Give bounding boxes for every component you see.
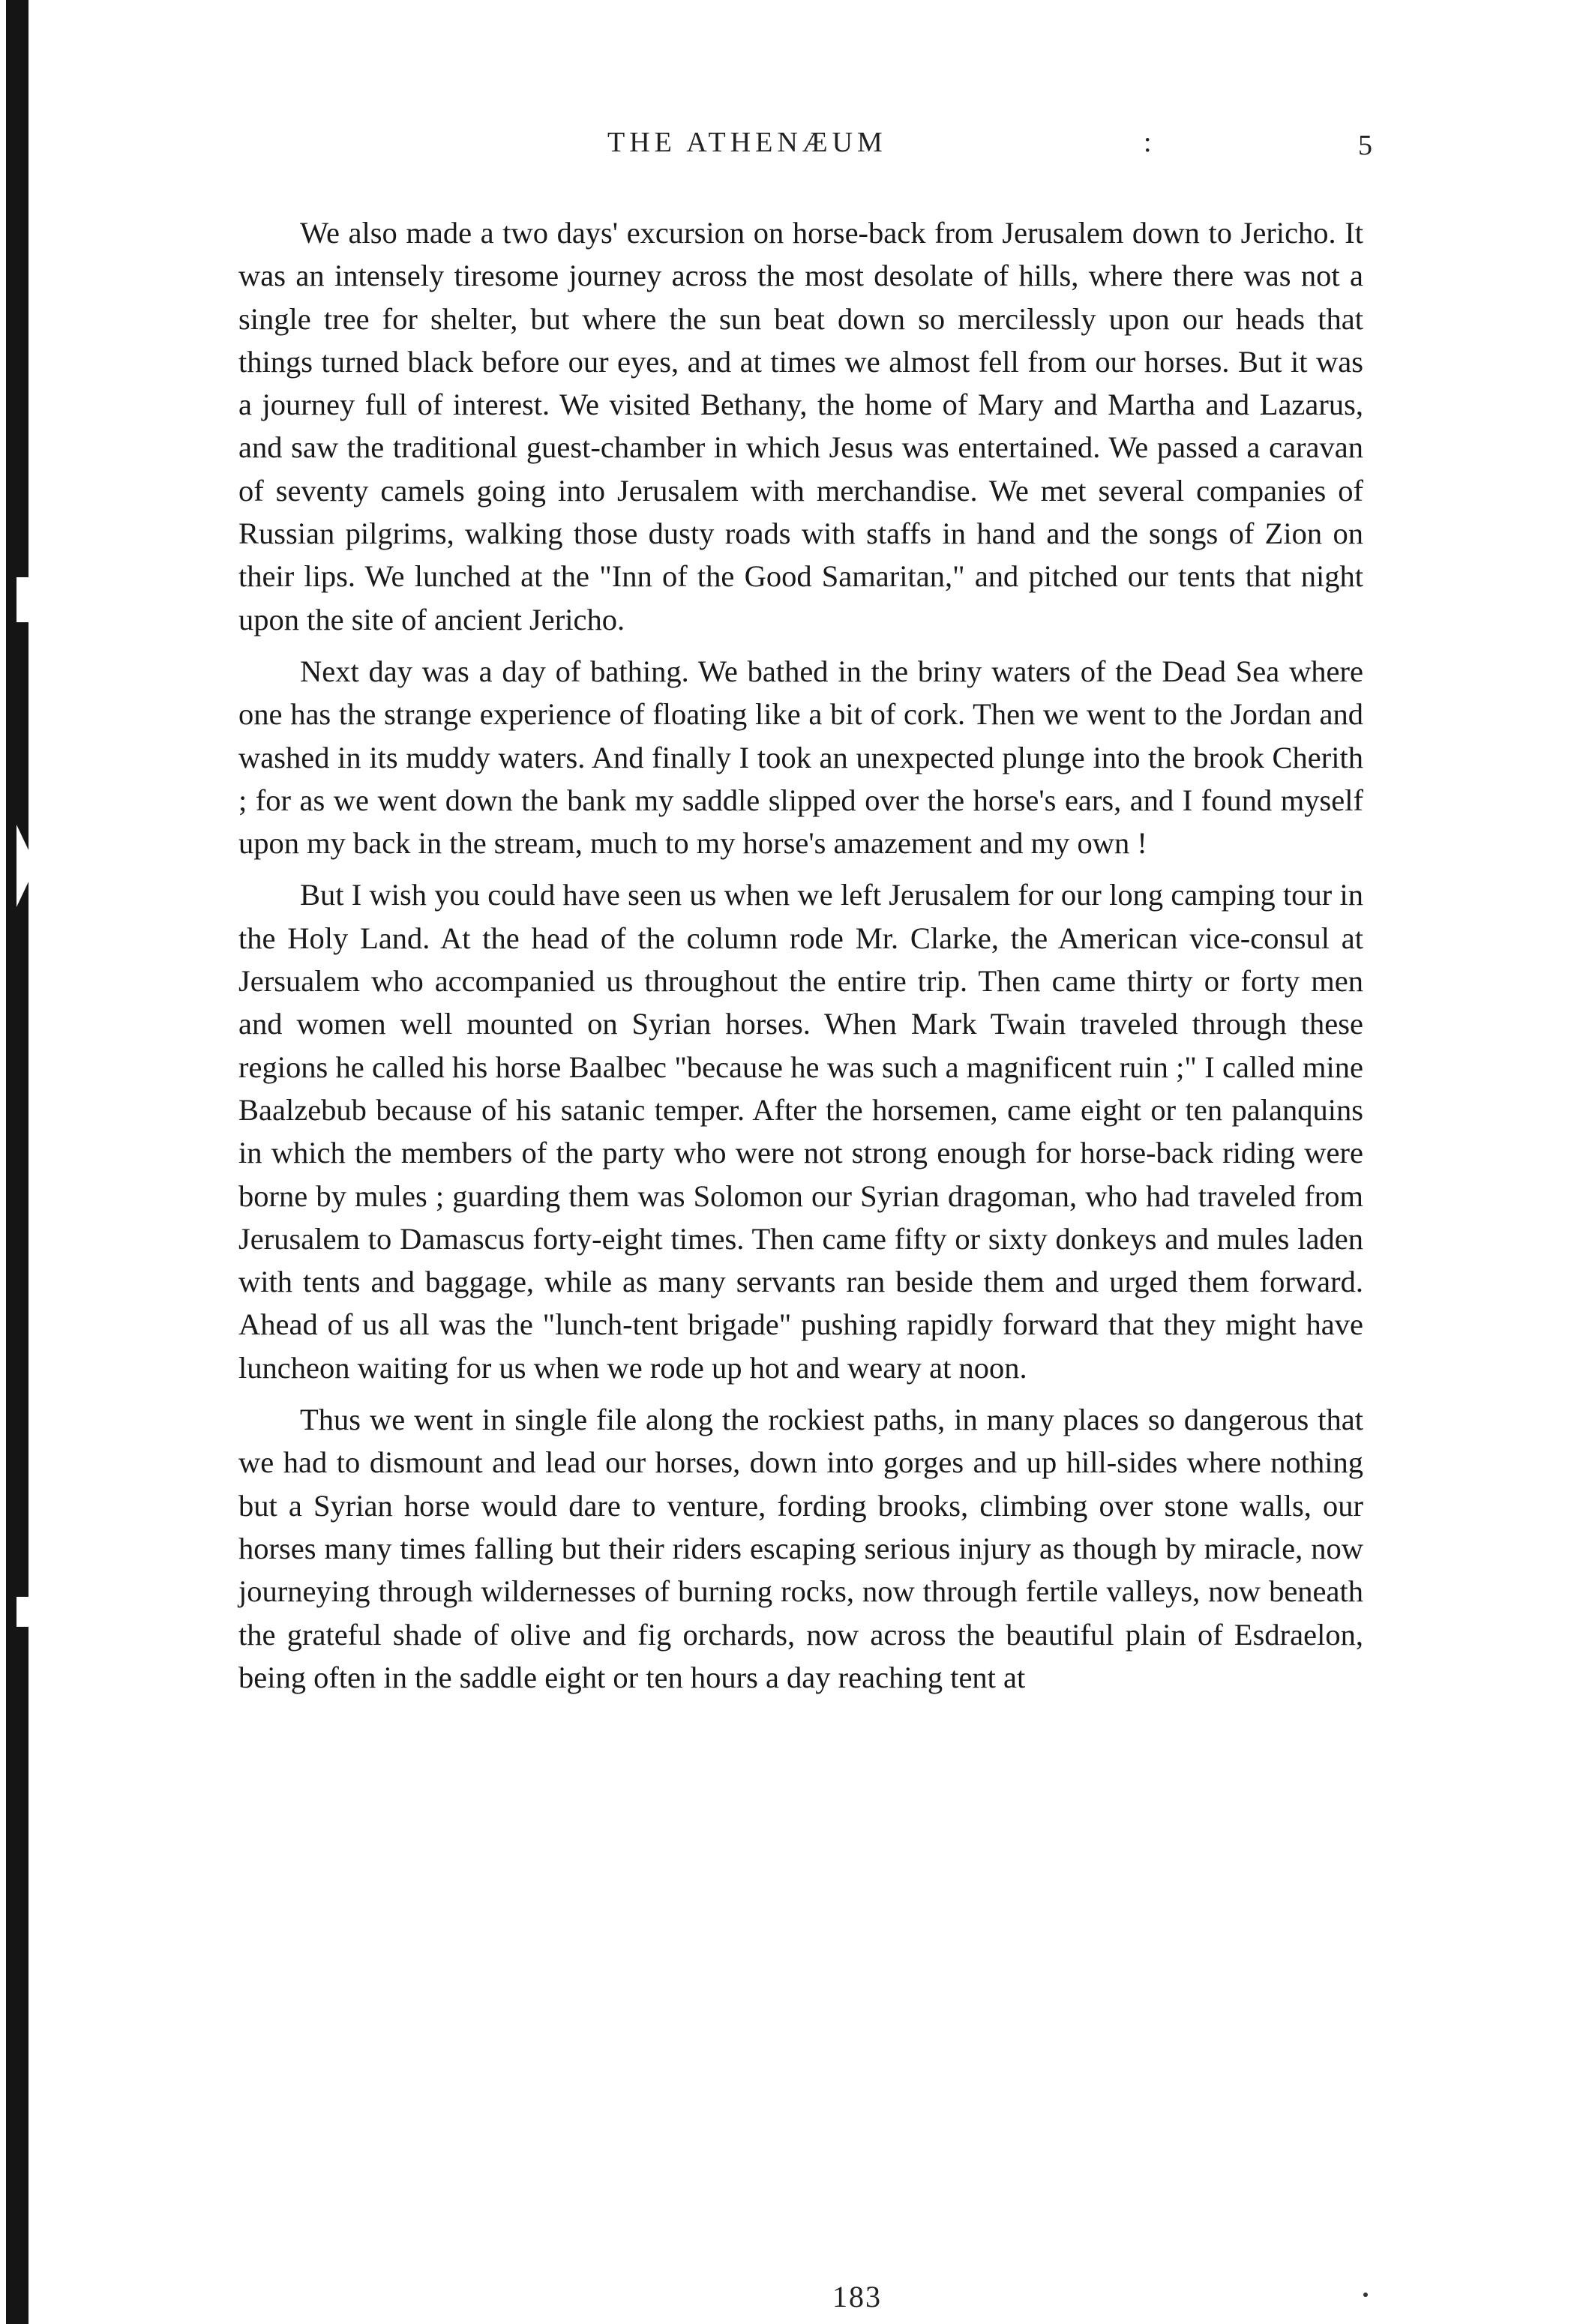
journal-title: THE ATHENÆUM [607, 127, 887, 158]
binding-edge [6, 0, 28, 2324]
binding-notch [16, 577, 36, 622]
footer-page-number: 183 [832, 2280, 882, 2314]
paragraph-jericho-excursion: We also made a two days' excursion on horse-back from Jerusalem down to Jericho. It was an intensely tiresome journey across the most desolate of hills, where there was not a single tree for shelter, but where the sun beat down so mercilessly upon our heads that things turned black before our eyes, and at times we almost fell from our horses. But it was a journey full of interest. We visited Bethany, the home of Mary and Martha and Lazarus, and saw the traditional guest-chamber in which Jesus was entertained. We passed a caravan of seventy camels going into Jerusalem with merchandise. We met several companies of Russian pilgrims, walking those dusty roads with staffs in hand and the songs of Zion on their lips. We lunched at the "Inn of the Good Samaritan," and pitched our tents that night upon the site of ancient Jericho. [238, 216, 1363, 636]
header-page-number: 5 [1358, 130, 1372, 161]
article-body [238, 211, 1363, 1699]
paragraph-single-file: Thus we went in single file along the rockiest paths, in many places so dangerous that we had to dismount and lead our horses, down into gorges and up hill-sides where nothing but a Syrian horse would dare to venture, fording brooks, climbing over stone walls, our horses many times falling but their riders escaping serious injury as though by miracle, now journeying through wildernesses of burning rocks, now through fertile valleys, now beneath the grateful shade of olive and fig orchards, now across the beautiful plain of Esdraelon, being often in the saddle eight or ten hours a day reaching tent at [238, 1403, 1363, 1694]
running-head-mark: : [1144, 127, 1152, 158]
binding-notch [16, 1597, 36, 1627]
paragraph-camping-tour: But I wish you could have seen us when we left Jerusalem for our long camping tour in the Holy Land. At the head of the column rode Mr. Clarke, the American vice-consul at Jersualem who accompanied us throughout the entire trip. Then came thirty or forty men and women well mounted on Syrian horses. When Mark Twain traveled through these regions he called his horse Baalbec "because he was such a magnificent ruin ;" I called mine Baalzebub because of his satanic temper. After the horsemen, came eight or ten palanquins in which the members of the party who were not strong enough for horse-back riding were borne by mules ; guarding them was Solomon our Syrian dragoman, who had traveled from Jerusalem to Damascus forty-eight times. Then came fifty or sixty donkeys and mules laden with tents and baggage, while as many servants ran beside them and urged them forward. Ahead of us all was the "lunch-tent brigade" pushing rapidly forward that they might have luncheon waiting for us when we rode up hot and weary at noon. [238, 878, 1363, 1385]
binding-notch [16, 825, 36, 907]
paragraph-day-of-bathing: Next day was a day of bathing. We bathed in the briny waters of the Dead Sea where one has the strange experience of floating like a bit of cork. Then we went to the Jordan and washed in its muddy waters. And finally I took an unexpected plunge into the brook Cherith ; for as we went down the bank my saddle slipped over the horse's ears, and I found myself upon my back in the stream, much to my horse's amazement and my own ! [238, 654, 1363, 861]
print-speck [1363, 2293, 1368, 2297]
running-head [232, 126, 1372, 178]
